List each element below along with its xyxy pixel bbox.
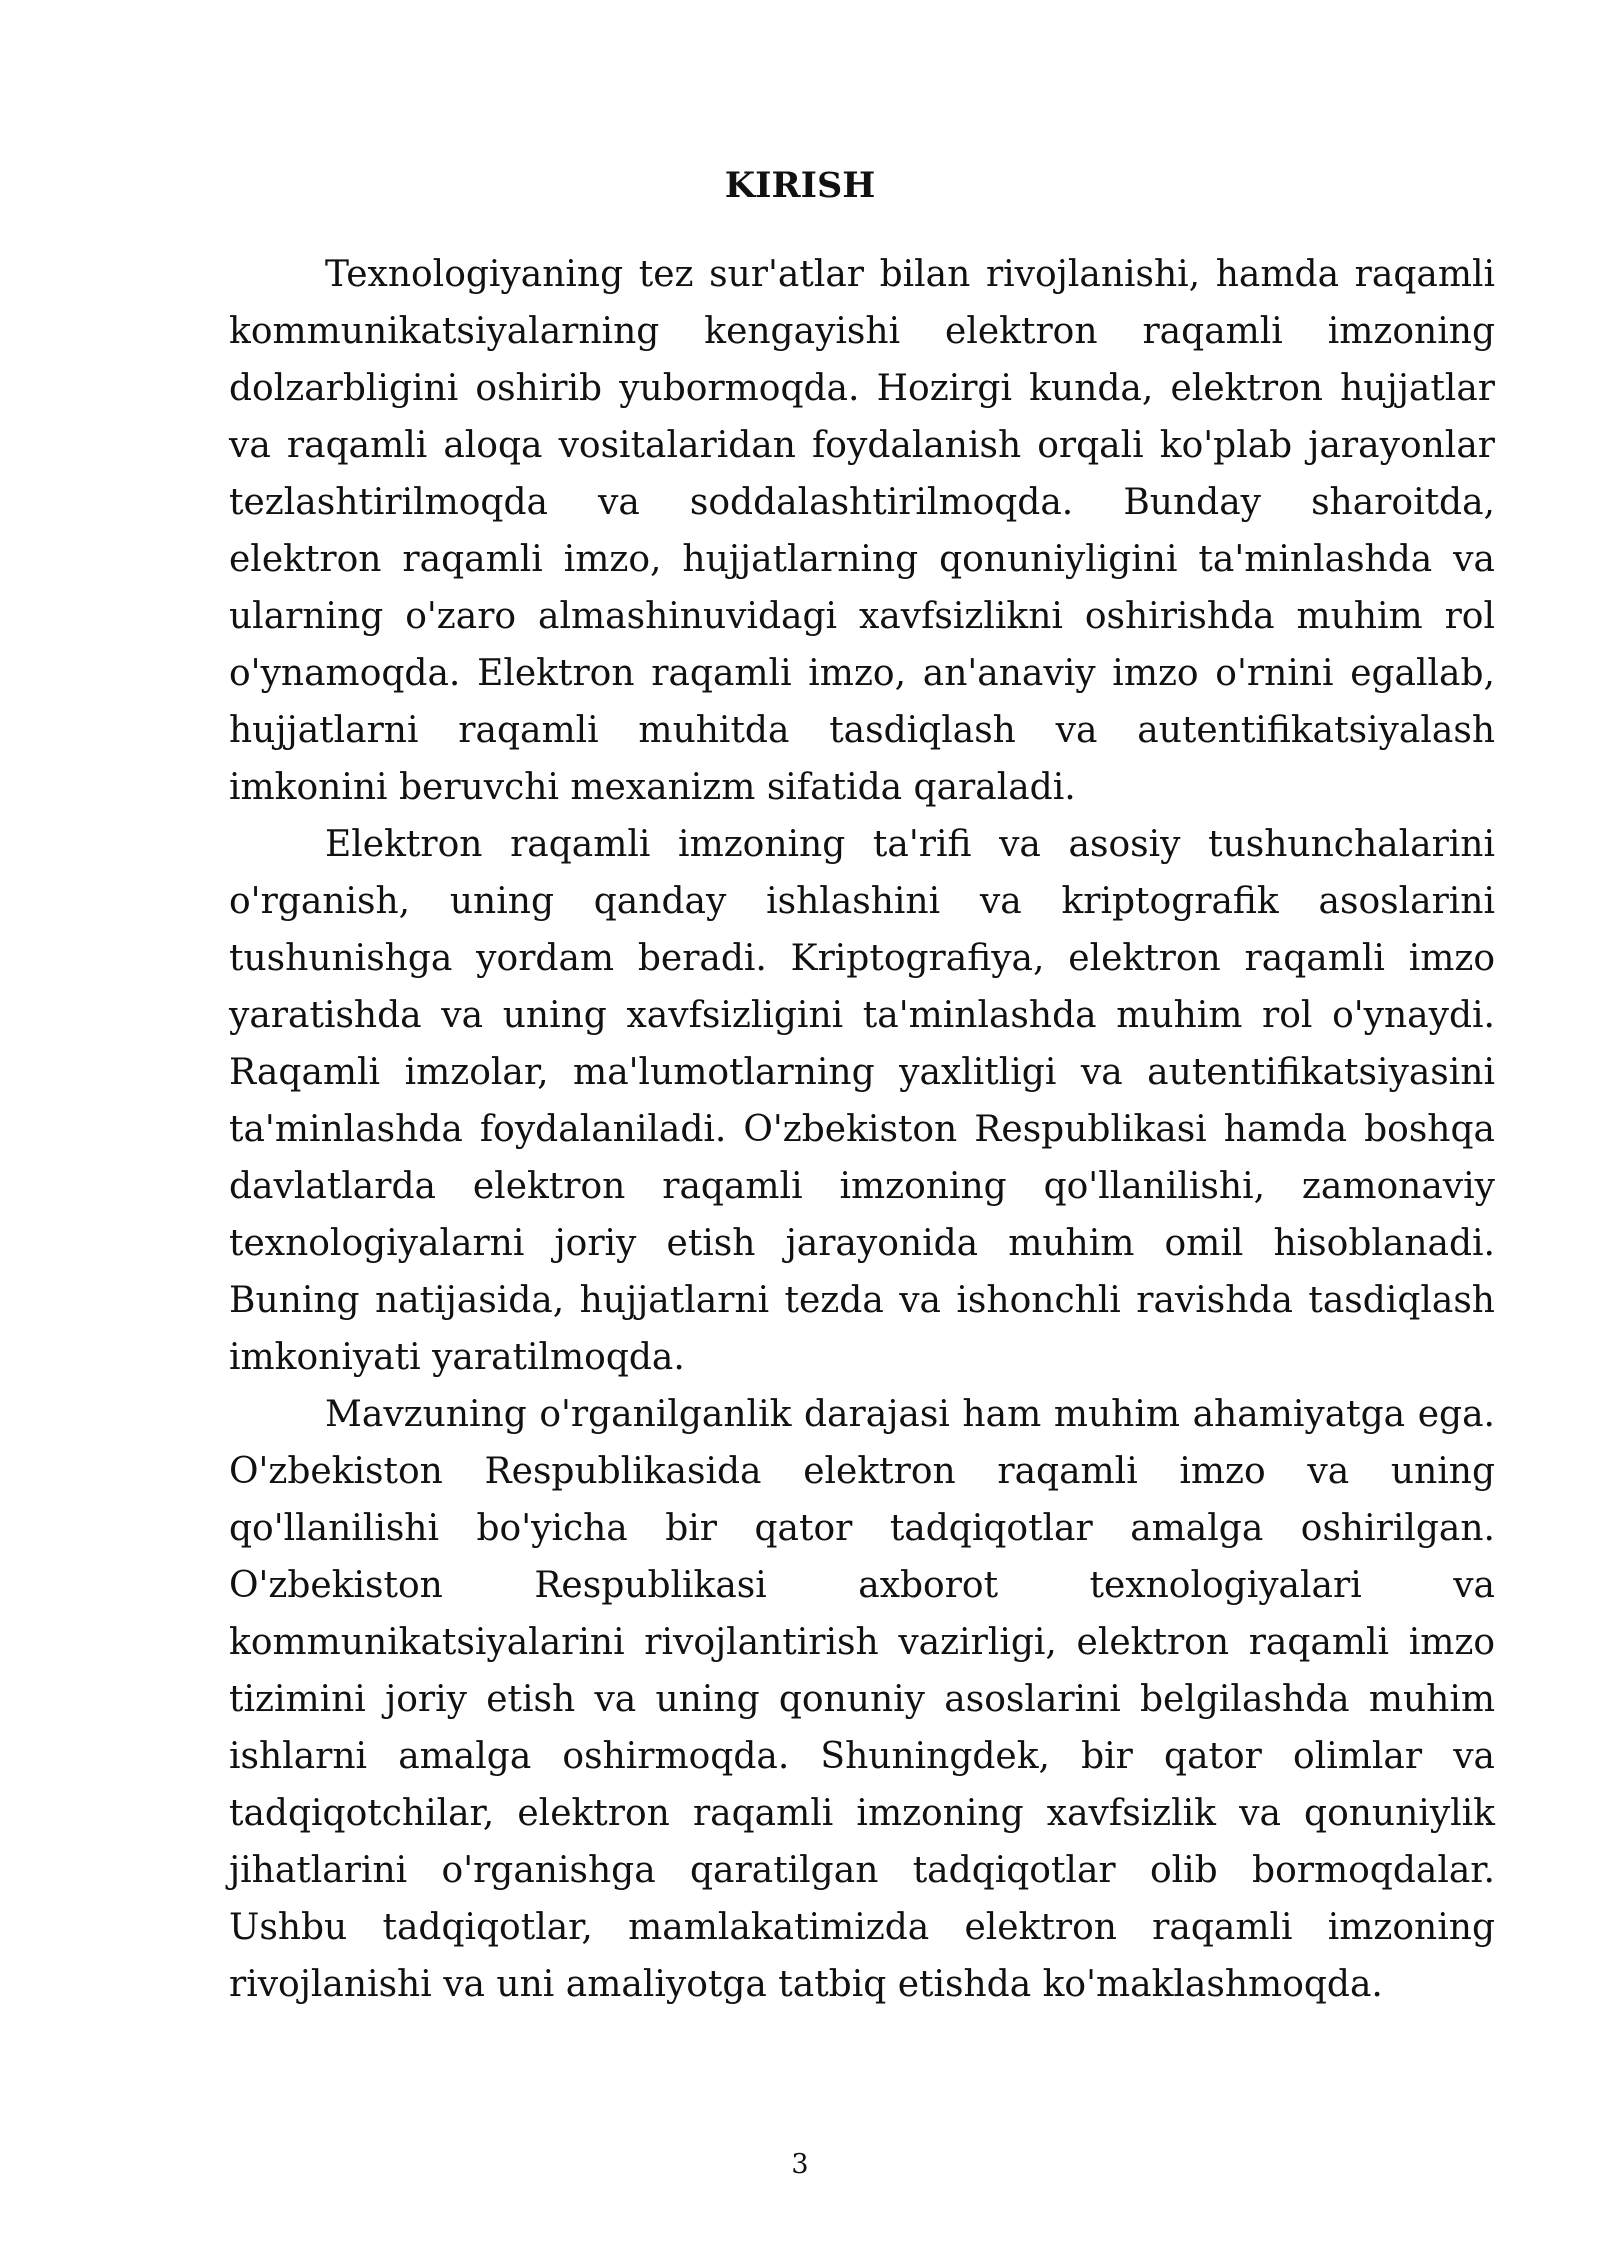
body-text <box>229 246 1495 2013</box>
paragraph-3: Mavzuning o'rganilganlik darajasi ham muhim ahamiyatga ega. O'zbekiston Respublikasida elektron raqamli imzo va uning qo'llanilishi bo'yicha bir qator tadqiqotlar amalga oshirilgan. O'zbekiston Respublikasi axborot texnologiyalari va kommunikatsiyalarini rivojlantirish vazirligi, elektron raqamli imzo tizimini joriy etish va uning qonuniy asoslarini belgilashda muhim ishlarni amalga oshirmoqda. Shuningdek, bir qator olimlar va tadqiqotchilar, elektron raqamli imzoning xavfsizlik va qonuniylik jihatlarini o'rganishga qaratilgan tadqiqotlar olib bormoqdalar. Ushbu tadqiqotlar, mamlakatimizda elektron raqamli imzoning rivojlanishi va uni amaliyotga tatbiq etishda ko'maklashmoqda. <box>229 1394 1495 2005</box>
paragraph-1: Texnologiyaning tez sur'atlar bilan rivojlanishi, hamda raqamli kommunikatsiyalarning kengayishi elektron raqamli imzoning dolzarbligini oshirib yubormoqda. Hozirgi kunda, elektron hujjatlar va raqamli aloqa vositalaridan foydalanish orqali ko'plab jarayonlar tezlashtirilmoqda va soddalashtirilmoqda. Bunday sharoitda, elektron raqamli imzo, hujjatlarning qonuniyligini ta'minlashda va ularning o'zaro almashinuvidagi xavfsizlikni oshirishda muhim rol o'ynamoqda. Elektron raqamli imzo, an'anaviy imzo o'rnini egallab, hujjatlarni raqamli muhitda tasdiqlash va autentifikatsiyalash imkonini beruvchi mexanizm sifatida qaraladi. <box>229 254 1495 808</box>
paragraph-2: Elektron raqamli imzoning ta'rifi va asosiy tushunchalarini o'rganish, uning qanday ishlashini va kriptografik asoslarini tushunishga yordam beradi. Kriptografiya, elektron raqamli imzo yaratishda va uning xavfsizligini ta'minlashda muhim rol o'ynaydi. Raqamli imzolar, ma'lumotlarning yaxlitligi va autentifikatsiyasini ta'minlashda foydalaniladi. O'zbekiston Respublikasi hamda boshqa davlatlarda elektron raqamli imzoning qo'llanilishi, zamonaviy texnologiyalarni joriy etish jarayonida muhim omil hisoblanadi. Buning natijasida, hujjatlarni tezda va ishonchli ravishda tasdiqlash imkoniyati yaratilmoqda. <box>229 824 1495 1378</box>
page-title: KIRISH <box>724 165 876 206</box>
page-number: 3 <box>791 2149 809 2180</box>
